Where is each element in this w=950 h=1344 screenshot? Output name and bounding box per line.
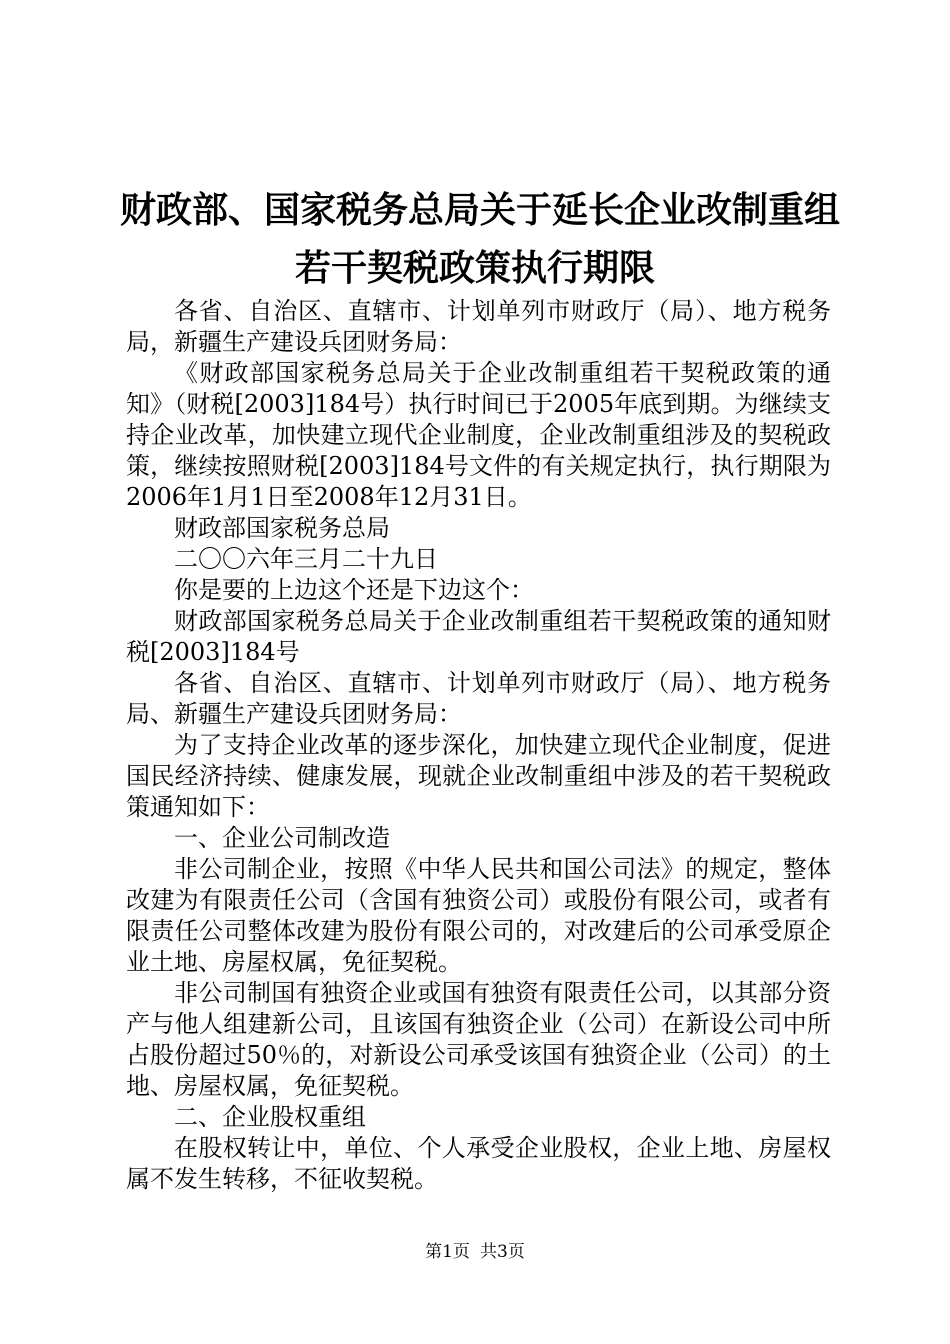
section-heading-1: 一、企业公司制改造 — [174, 824, 390, 852]
page-footer — [0, 1244, 950, 1261]
document-body — [126, 296, 831, 1195]
paragraph-question: 你是要的上边这个还是下边这个： — [174, 576, 534, 604]
paragraph-addressee-2: 各省、自治区、直辖市、计划单列市财政厅（局）、地方税务局、新疆生产建设兵团财务局： — [126, 669, 831, 728]
paragraph-notice: 《财政部国家税务总局关于企业改制重组若干契税政策的通知》（财税[2003]184号）执行时间已于2005年底到期。为继续支持企业改革，加快建立现代企业制度，企业改制重组涉及的契税政策，继续按照财税[2003]184号文件的有关规定执行，执行期限为2006年1月1日至2008年12月31日。 — [126, 359, 831, 511]
paragraph-original-notice-title: 财政部国家税务总局关于企业改制重组若干契税政策的通知财税[2003]184号 — [126, 607, 831, 666]
paragraph-date: 二〇〇六年三月二十九日 — [174, 545, 438, 573]
document-title-line-1: 财政部、国家税务总局关于延长企业改制重组 — [120, 189, 841, 231]
section-heading-2: 二、企业股权重组 — [174, 1103, 366, 1131]
paragraph-section2-a: 在股权转让中，单位、个人承受企业股权，企业上地、房屋权属不发生转移，不征收契税。 — [126, 1134, 831, 1193]
paragraph-section1-a: 非公司制企业，按照《中华人民共和国公司法》的规定，整体改建为有限责任公司（含国有独资公司）或股份有限公司，或者有限责任公司整体改建为股份有限公司的，对改建后的公司承受原企业土地、房屋权属，免征契税。 — [126, 855, 831, 976]
paragraph-intro: 为了支持企业改革的逐步深化，加快建立现代企业制度，促进国民经济持续、健康发展，现就企业改制重组中涉及的若干契税政策通知如下： — [126, 731, 831, 821]
document-title-line-2: 若干契税政策执行期限 — [294, 247, 655, 289]
page-number-total: 共3页 — [480, 1242, 525, 1262]
paragraph-addressee: 各省、自治区、直辖市、计划单列市财政厅（局）、地方税务局，新疆生产建设兵团财务局： — [126, 297, 831, 356]
paragraph-section1-b: 非公司制国有独资企业或国有独资有限责任公司，以其部分资产与他人组建新公司，且该国有独资企业（公司）在新设公司中所占股份超过50％的，对新设公司承受该国有独资企业（公司）的土地、房屋权属，免征契税。 — [126, 979, 831, 1100]
paragraph-issuer: 财政部国家税务总局 — [174, 514, 390, 542]
page-number-current: 第1页 — [425, 1242, 470, 1262]
